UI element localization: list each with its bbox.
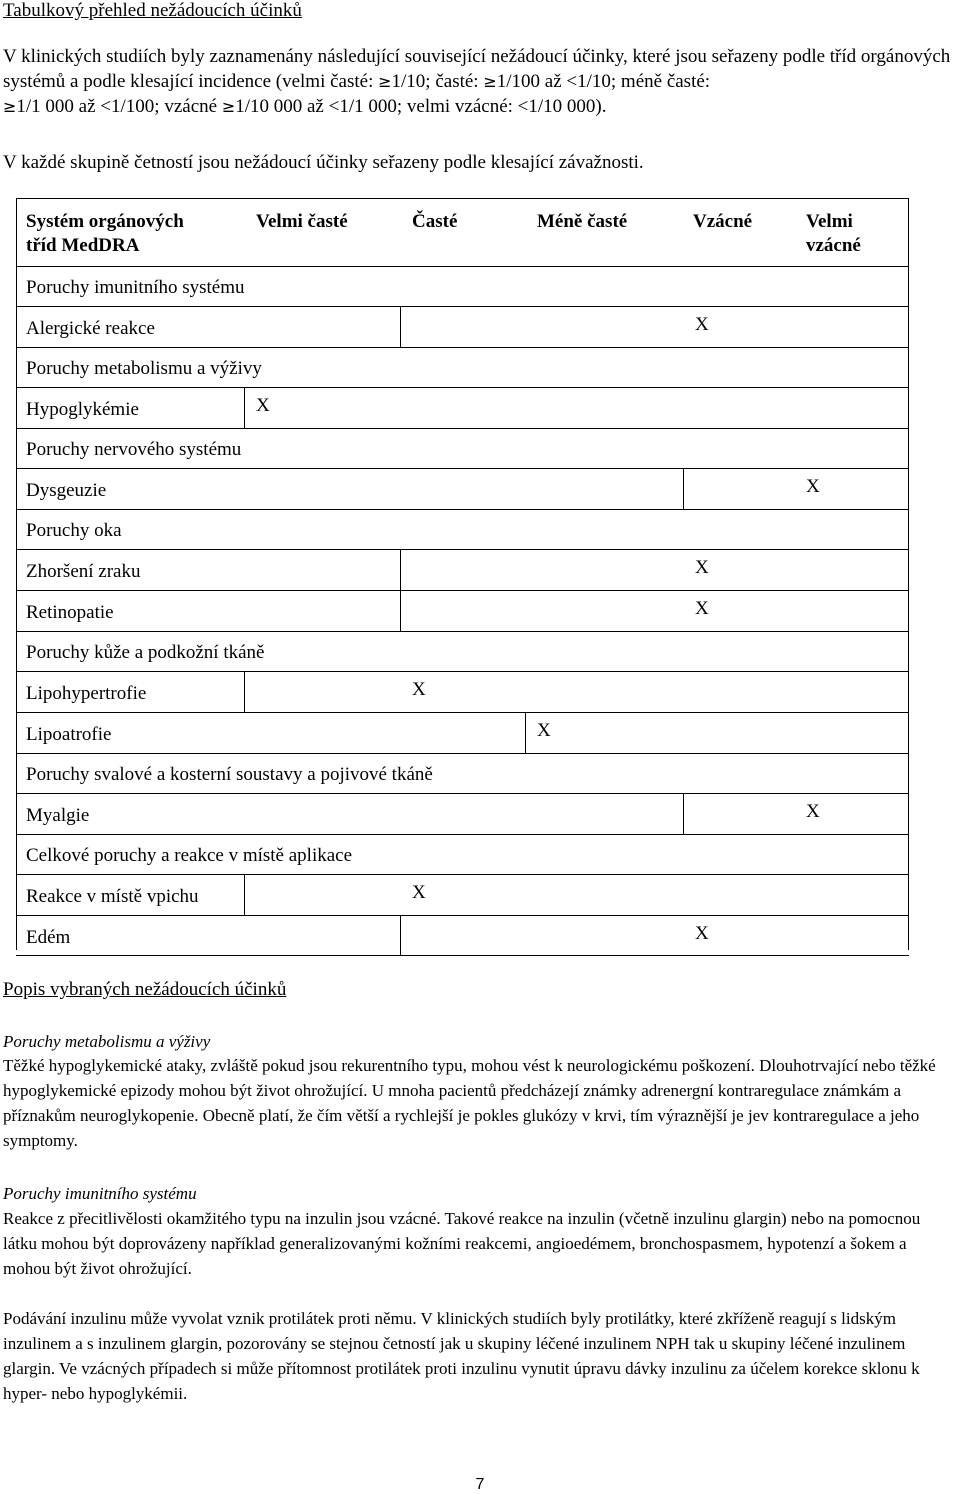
table-rule bbox=[400, 590, 401, 631]
table-rule bbox=[16, 874, 909, 875]
table-rule bbox=[16, 266, 909, 267]
table-rule bbox=[16, 509, 909, 510]
table-section-label: Poruchy oka bbox=[26, 520, 122, 541]
intro-text-4: 1/1 000 až <1/100; vzácné bbox=[16, 96, 222, 117]
table-row-label: Lipohypertrofie bbox=[26, 682, 147, 704]
frequency-mark: X bbox=[256, 394, 270, 416]
table-rule bbox=[16, 198, 909, 199]
table-rule bbox=[244, 874, 245, 915]
intro-text-5: 1/10 000 až <1/1 000; velmi vzácné: <1/10 000). bbox=[235, 96, 607, 117]
frequency-mark: X bbox=[806, 800, 820, 822]
header-uncommon: Méně časté bbox=[537, 211, 628, 232]
page-number: 7 bbox=[475, 1476, 485, 1493]
table-section-label: Poruchy svalové a kosterní soustavy a pojivové tkáně bbox=[26, 764, 433, 785]
table-section-label: Celkové poruchy a reakce v místě aplikace bbox=[26, 845, 353, 866]
frequency-mark: X bbox=[695, 313, 709, 335]
header-soc-line1: Systém orgánových bbox=[26, 211, 184, 232]
table-rule bbox=[16, 712, 909, 713]
table-rule bbox=[16, 631, 909, 632]
table-rule bbox=[525, 712, 526, 753]
table-rule bbox=[16, 793, 909, 794]
table-row-label: Edém bbox=[26, 926, 71, 948]
frequency-mark: X bbox=[412, 678, 426, 700]
table-rule bbox=[908, 198, 909, 950]
table-rule bbox=[683, 793, 684, 834]
table-rule bbox=[400, 915, 401, 956]
gte-symbol: ≥ bbox=[3, 97, 17, 116]
table-section-label: Poruchy imunitního systému bbox=[26, 277, 245, 298]
header-soc-line2: tříd MedDRA bbox=[26, 235, 140, 256]
table-rule bbox=[16, 468, 909, 469]
header-rare: Vzácné bbox=[693, 211, 753, 232]
intro-sorting-note: V každé skupině četností jsou nežádoucí účinky seřazeny podle klesající závažnosti. bbox=[3, 152, 644, 173]
table-rule bbox=[16, 306, 909, 307]
table-rule bbox=[683, 468, 684, 509]
table-rule bbox=[16, 590, 909, 591]
immune-heading: Poruchy imunitního systému bbox=[3, 1184, 197, 1203]
table-rule bbox=[16, 753, 909, 754]
intro-text-2: 1/10; časté: bbox=[391, 71, 484, 92]
gte-symbol: ≥ bbox=[378, 72, 392, 91]
section-title-table-overview: Tabulkový přehled nežádoucích účinků bbox=[3, 0, 302, 21]
table-rule bbox=[16, 915, 909, 916]
table-rule bbox=[16, 347, 909, 348]
frequency-mark: X bbox=[537, 719, 551, 741]
table-row-label: Alergické reakce bbox=[26, 317, 155, 339]
intro-text-1: V klinických studiích byly zaznamenány následující související nežádoucí účinky, které jsou seřazeny podle tříd orgánových systémů a podle klesající incidence (velmi časté: bbox=[3, 46, 951, 92]
table-row-label: Reakce v místě vpichu bbox=[26, 885, 199, 907]
metabolism-heading: Poruchy metabolismu a výživy bbox=[3, 1032, 211, 1051]
table-rule bbox=[400, 306, 401, 347]
table-rule bbox=[244, 387, 245, 428]
intro-text-3: 1/100 až <1/10; méně časté: bbox=[496, 71, 711, 92]
table-section-label: Poruchy nervového systému bbox=[26, 439, 242, 460]
table-rule bbox=[16, 387, 909, 388]
frequency-mark: X bbox=[695, 597, 709, 619]
table-rule bbox=[400, 549, 401, 590]
frequency-mark: X bbox=[412, 881, 426, 903]
header-very-rare-line1: Velmi bbox=[806, 211, 853, 232]
table-section-label: Poruchy kůže a podkožní tkáně bbox=[26, 642, 265, 663]
frequency-mark: X bbox=[695, 556, 709, 578]
header-very-rare-line2: vzácné bbox=[806, 235, 861, 256]
table-rule bbox=[16, 549, 909, 550]
intro-paragraph bbox=[3, 44, 958, 119]
table-rule bbox=[16, 428, 909, 429]
immune-text: Reakce z přecitlivělosti okamžitého typu na inzulin jsou vzácné. Takové reakce na inzulin (včetně inzulinu glargin) nebo na pomocnou látku mohou být doprovázeny například generalizovanými kožními reakcemi, angioedémem, bronchospasmem, hypotenzí a šokem a mohou být život ohrožující. bbox=[3, 1209, 921, 1278]
header-common: Časté bbox=[412, 211, 458, 232]
antibody-text: Podávání inzulinu může vyvolat vznik protilátek proti němu. V klinických studiích byly protilátky, které zkříženě reagují s lidským inzulinem a s inzulinem glargin, pozorovány se stejnou četností jak u skupiny léčené inzulinem NPH tak u skupiny léčené inzulinem glargin. Ve vzácných případech si může přítomnost protilátek proti inzulinu vynutit úpravu dávky inzulinu za účelem korekce sklonu k hyper- nebo hypoglykémii. bbox=[3, 1309, 920, 1403]
table-row-label: Dysgeuzie bbox=[26, 479, 107, 501]
table-row-label: Zhoršení zraku bbox=[26, 560, 141, 582]
gte-symbol: ≥ bbox=[221, 97, 236, 116]
table-section-label: Poruchy metabolismu a výživy bbox=[26, 358, 262, 379]
frequency-mark: X bbox=[695, 922, 709, 944]
table-rule bbox=[16, 834, 909, 835]
frequency-mark: X bbox=[806, 475, 820, 497]
table-row-label: Retinopatie bbox=[26, 601, 114, 623]
table-rule bbox=[16, 198, 17, 950]
gte-symbol: ≥ bbox=[483, 72, 497, 91]
table-rule bbox=[16, 671, 909, 672]
metabolism-text: Těžké hypoglykemické ataky, zvláště pokud jsou rekurentního typu, mohou vést k neurologickému poškození. Dlouhotrvající nebo těžké hypoglykemické epizody mohou být život ohrožující. U mnoha pacientů předcházejí známky adrenergní kontraregulace známkám a příznakům neuroglykopenie. Obecně platí, že čím větší a rychlejší je pokles glukózy v krvi, tím výraznější je jev kontraregulace a jeho symptomy. bbox=[3, 1056, 936, 1150]
table-row-label: Hypoglykémie bbox=[26, 398, 139, 420]
table-rule bbox=[244, 671, 245, 712]
description-title: Popis vybraných nežádoucích účinků bbox=[3, 979, 287, 1000]
table-rule bbox=[16, 955, 909, 956]
table-row-label: Lipoatrofie bbox=[26, 723, 112, 745]
adverse-effects-table bbox=[16, 198, 909, 950]
table-row-label: Myalgie bbox=[26, 804, 90, 826]
header-very-common: Velmi časté bbox=[256, 211, 348, 232]
